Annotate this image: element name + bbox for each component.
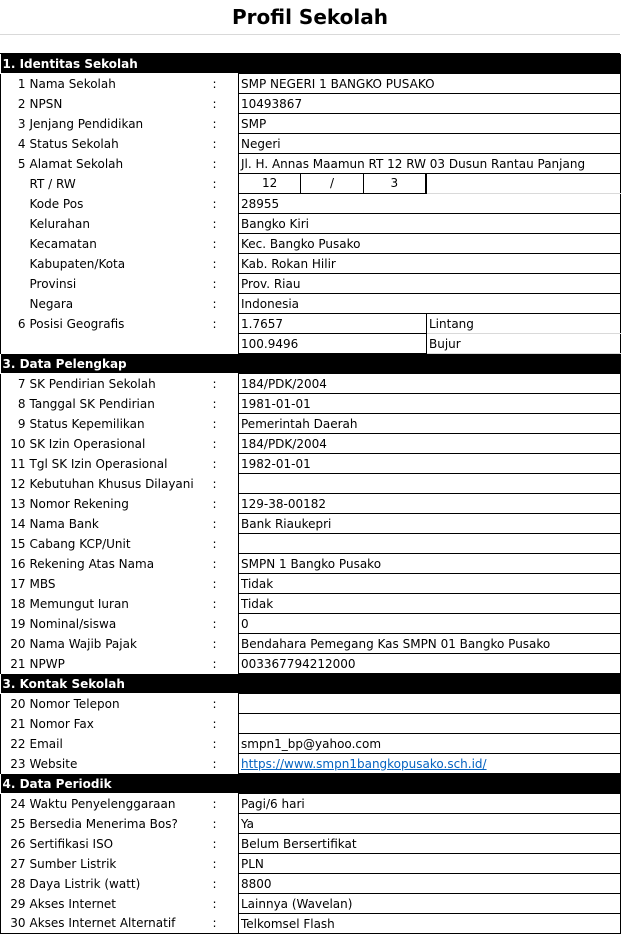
colon: :	[212, 136, 217, 151]
table-row	[1, 754, 621, 774]
website-link[interactable]: https://www.smpn1bangkopusako.sch.id/	[239, 754, 621, 774]
colon: :	[212, 196, 217, 211]
table-row	[1, 554, 621, 574]
row-number: 11	[1, 454, 29, 474]
table-row	[1, 434, 621, 454]
row-number: 16	[1, 554, 29, 574]
colon: :	[212, 516, 217, 531]
field-label: Memungut Iuran	[29, 596, 129, 611]
table-row	[1, 654, 621, 674]
row-number: 29	[1, 894, 29, 914]
row-number: 17	[1, 574, 29, 594]
colon: :	[212, 596, 217, 611]
colon: :	[212, 116, 217, 131]
colon: :	[212, 96, 217, 111]
field-label: Waktu Penyelenggaraan	[29, 796, 176, 811]
field-label: Daya Listrik (watt)	[29, 876, 141, 891]
row-number: 21	[1, 714, 29, 734]
row-kabupaten	[1, 254, 621, 274]
row-alamat	[1, 154, 621, 174]
rw-value[interactable]: 3	[364, 174, 426, 193]
row-number: 6	[1, 314, 29, 334]
lintang-value[interactable]: 1.7657	[239, 314, 427, 334]
bujur-label: Bujur	[427, 334, 621, 354]
colon: :	[212, 456, 217, 471]
section-title: 3. Data Pelengkap	[1, 354, 621, 374]
field-label: Bersedia Menerima Bos?	[29, 816, 178, 831]
field-label: Provinsi	[29, 276, 77, 291]
row-kelurahan	[1, 214, 621, 234]
field-value[interactable]: Bank Riaukepri	[239, 514, 621, 534]
colon: :	[212, 536, 217, 551]
field-value[interactable]	[239, 694, 621, 714]
table-row	[1, 374, 621, 394]
colon: :	[212, 276, 217, 291]
colon: :	[212, 156, 217, 171]
field-label: Nomor Rekening	[29, 496, 129, 511]
colon: :	[212, 236, 217, 251]
table-row	[1, 514, 621, 534]
row-number: 28	[1, 874, 29, 894]
field-value[interactable]: 003367794212000	[239, 654, 621, 674]
colon: :	[212, 436, 217, 451]
table-row	[1, 894, 621, 914]
field-value[interactable]: 1982-01-01	[239, 454, 621, 474]
row-number: 30	[1, 914, 29, 934]
table-row	[1, 734, 621, 754]
table-row	[1, 694, 621, 714]
row-number: 2	[1, 94, 29, 114]
row-number: 20	[1, 694, 29, 714]
row-number: 23	[1, 754, 29, 774]
field-label: RT / RW	[29, 176, 76, 191]
row-number: 14	[1, 514, 29, 534]
colon: :	[212, 496, 217, 511]
colon: :	[212, 416, 217, 431]
colon: :	[212, 256, 217, 271]
colon: :	[212, 556, 217, 571]
field-value[interactable]: Lainnya (Wavelan)	[239, 894, 621, 914]
field-value[interactable]: Belum Bersertifikat	[239, 834, 621, 854]
field-label: NPWP	[29, 656, 65, 671]
row-number: 21	[1, 654, 29, 674]
field-value[interactable]	[239, 474, 621, 494]
row-kode-pos	[1, 194, 621, 214]
field-label: Akses Internet Alternatif	[29, 914, 207, 934]
table-row	[1, 794, 621, 814]
spacer-row	[0, 35, 620, 54]
row-npsn	[1, 94, 621, 114]
field-label: Kelurahan	[29, 216, 90, 231]
table-row	[1, 854, 621, 874]
row-number: 13	[1, 494, 29, 514]
colon: :	[212, 696, 217, 711]
field-label: Akses Internet	[29, 896, 117, 911]
section-title: 4. Data Periodik	[1, 774, 621, 794]
colon: :	[212, 376, 217, 391]
field-label: Nomor Fax	[29, 716, 94, 731]
field-value[interactable]: Tidak	[239, 574, 621, 594]
field-value[interactable]: 184/PDK/2004	[239, 374, 621, 394]
section-title: 1. Identitas Sekolah	[1, 54, 621, 74]
table-row	[1, 714, 621, 734]
colon: :	[212, 896, 217, 911]
field-label: Nama Sekolah	[29, 76, 116, 91]
field-value[interactable]: Jl. H. Annas Maamun RT 12 RW 03 Dusun Rantau Panjang	[239, 154, 621, 174]
row-number: 25	[1, 814, 29, 834]
colon: :	[212, 296, 217, 311]
row-number: 7	[1, 374, 29, 394]
colon: :	[212, 816, 217, 831]
table-row	[1, 474, 621, 494]
colon: :	[212, 736, 217, 751]
row-number: 10	[1, 434, 29, 454]
field-value[interactable]: Bendahara Pemegang Kas SMPN 01 Bangko Pusako	[239, 634, 621, 654]
field-value[interactable]: Indonesia	[239, 294, 621, 314]
field-label: Nomor Telepon	[29, 696, 120, 711]
field-label: Nominal/siswa	[29, 616, 117, 631]
field-value[interactable]: Kab. Rokan Hilir	[239, 254, 621, 274]
colon: :	[212, 876, 217, 891]
table-row	[1, 414, 621, 434]
colon: :	[212, 716, 217, 731]
field-label: NPSN	[29, 96, 63, 111]
field-label: Tanggal SK Pendirian	[29, 396, 155, 411]
field-value[interactable]: 8800	[239, 874, 621, 894]
field-label: Kecamatan	[29, 236, 97, 251]
row-number: 27	[1, 854, 29, 874]
field-label: Rekening Atas Nama	[29, 556, 155, 571]
colon: :	[212, 656, 217, 671]
table-row	[1, 394, 621, 414]
row-number: 26	[1, 834, 29, 854]
row-number: 1	[1, 74, 29, 94]
field-value[interactable]: 1981-01-01	[239, 394, 621, 414]
field-value[interactable]: Negeri	[239, 134, 621, 154]
field-label: Kode Pos	[29, 196, 84, 211]
row-number: 20	[1, 634, 29, 654]
section-header-periodik	[1, 774, 621, 794]
table-row	[1, 494, 621, 514]
colon: :	[212, 76, 217, 91]
colon: :	[212, 616, 217, 631]
row-rt-rw	[1, 174, 621, 194]
colon: :	[212, 756, 217, 771]
row-number: 9	[1, 414, 29, 434]
row-posisi-bujur	[1, 334, 621, 354]
colon: :	[207, 914, 239, 934]
field-label: Negara	[29, 296, 74, 311]
field-value[interactable]: 184/PDK/2004	[239, 434, 621, 454]
section-header-pelengkap	[1, 354, 621, 374]
bujur-value[interactable]: 100.9496	[239, 334, 427, 354]
rt-rw-cells	[239, 174, 427, 194]
table-row	[1, 614, 621, 634]
field-label: Sertifikasi ISO	[29, 836, 114, 851]
field-value[interactable]: Prov. Riau	[239, 274, 621, 294]
field-value[interactable]: 0	[239, 614, 621, 634]
row-number: 24	[1, 794, 29, 814]
field-label: SK Pendirian Sekolah	[29, 376, 156, 391]
field-value[interactable]: SMP NEGERI 1 BANGKO PUSAKO	[239, 74, 621, 94]
colon: :	[212, 176, 217, 191]
row-negara	[1, 294, 621, 314]
table-row	[1, 454, 621, 474]
field-label: Kebutuhan Khusus Dilayani	[29, 476, 194, 491]
field-label: Jenjang Pendidikan	[29, 116, 144, 131]
colon: :	[212, 836, 217, 851]
field-value[interactable]: 10493867	[239, 94, 621, 114]
field-label: Status Sekolah	[29, 136, 119, 151]
field-label: MBS	[29, 576, 56, 591]
profile-table	[0, 54, 621, 934]
field-value[interactable]	[239, 534, 621, 554]
row-number: 3	[1, 114, 29, 134]
field-label: Alamat Sekolah	[29, 156, 124, 171]
section-title: 3. Kontak Sekolah	[1, 674, 621, 694]
table-row	[1, 594, 621, 614]
row-number: 19	[1, 614, 29, 634]
field-label: Status Kepemilikan	[29, 416, 145, 431]
table-row	[1, 834, 621, 854]
field-value[interactable]	[239, 714, 621, 734]
lintang-label: Lintang	[427, 314, 621, 334]
table-row	[1, 574, 621, 594]
row-kecamatan	[1, 234, 621, 254]
table-row	[1, 914, 621, 934]
page-title: Profil Sekolah	[0, 0, 620, 35]
field-value[interactable]: 129-38-00182	[239, 494, 621, 514]
row-number: 18	[1, 594, 29, 614]
field-label: Nama Wajib Pajak	[29, 636, 137, 651]
field-label: SK Izin Operasional	[29, 436, 146, 451]
field-label: Posisi Geografis	[29, 316, 125, 331]
field-value[interactable]: PLN	[239, 854, 621, 874]
field-label: Email	[29, 736, 63, 751]
colon: :	[212, 856, 217, 871]
colon: :	[212, 576, 217, 591]
colon: :	[212, 396, 217, 411]
row-posisi-lintang	[1, 314, 621, 334]
table-row	[1, 634, 621, 654]
colon: :	[212, 796, 217, 811]
section-header-identitas	[1, 54, 621, 74]
colon: :	[212, 216, 217, 231]
field-label: Cabang KCP/Unit	[29, 536, 131, 551]
rt-rw-separator: /	[301, 174, 363, 193]
field-label: Tgl SK Izin Operasional	[29, 456, 168, 471]
field-value[interactable]: Telkomsel Flash	[239, 914, 621, 934]
table-row	[1, 814, 621, 834]
row-number: 4	[1, 134, 29, 154]
field-label: Nama Bank	[29, 516, 99, 531]
field-value[interactable]: smpn1_bp@yahoo.com	[239, 734, 621, 754]
field-value[interactable]: SMPN 1 Bangko Pusako	[239, 554, 621, 574]
row-jenjang	[1, 114, 621, 134]
field-value[interactable]: Bangko Kiri	[239, 214, 621, 234]
row-number: 15	[1, 534, 29, 554]
field-value[interactable]: Pagi/6 hari	[239, 794, 621, 814]
field-value[interactable]: Ya	[239, 814, 621, 834]
row-provinsi	[1, 274, 621, 294]
field-value[interactable]: 28955	[239, 194, 621, 214]
table-row	[1, 874, 621, 894]
colon: :	[212, 316, 217, 331]
rt-value[interactable]: 12	[239, 174, 301, 193]
colon: :	[212, 636, 217, 651]
field-value[interactable]: Tidak	[239, 594, 621, 614]
table-row	[1, 534, 621, 554]
row-number: 22	[1, 734, 29, 754]
colon: :	[212, 476, 217, 491]
field-label: Kabupaten/Kota	[29, 256, 126, 271]
row-status	[1, 134, 621, 154]
section-header-kontak	[1, 674, 621, 694]
field-label: Website	[29, 756, 78, 771]
row-number: 8	[1, 394, 29, 414]
row-nama-sekolah	[1, 74, 621, 94]
field-value[interactable]: Pemerintah Daerah	[239, 414, 621, 434]
field-value[interactable]: SMP	[239, 114, 621, 134]
field-label: Sumber Listrik	[29, 856, 117, 871]
row-number: 12	[1, 474, 29, 494]
field-value[interactable]: Kec. Bangko Pusako	[239, 234, 621, 254]
row-number: 5	[1, 154, 29, 174]
